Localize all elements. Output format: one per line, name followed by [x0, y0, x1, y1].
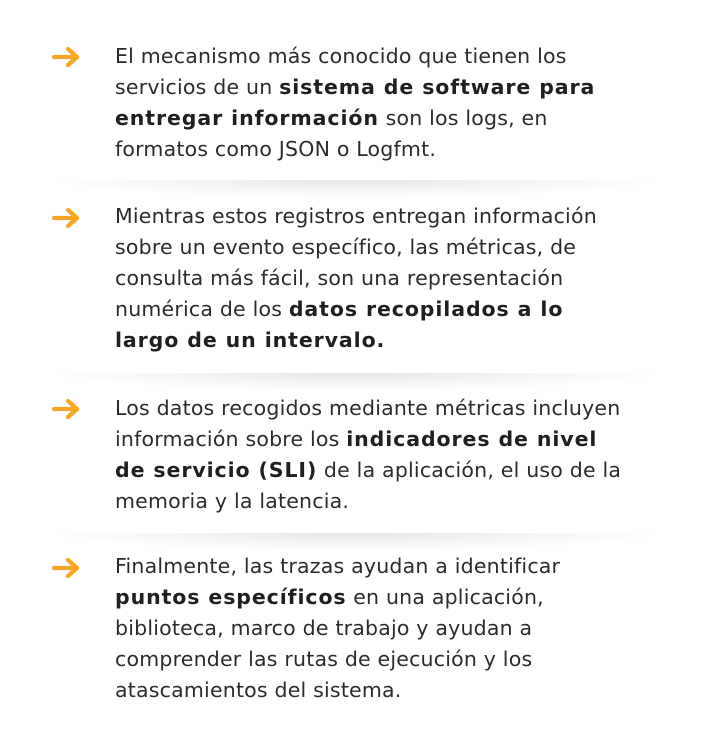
text-segment: comprender las rutas de ejecución y los [115, 647, 533, 671]
text-line [115, 325, 685, 356]
bold-text-segment: de servicio (SLI) [115, 458, 318, 482]
bold-text-segment: largo de un intervalo. [115, 328, 386, 352]
text-line [115, 486, 685, 517]
bullet-text-4 [115, 551, 685, 706]
text-segment: atascamientos del sistema. [115, 678, 402, 702]
arrow-right-icon [50, 44, 84, 70]
bold-text-segment: puntos específicos [115, 585, 347, 609]
text-segment: de la aplicación, el uso de la [317, 458, 622, 482]
text-line [115, 41, 685, 72]
text-line [115, 201, 685, 232]
bold-text-segment: datos recopilados a lo [288, 297, 564, 321]
bullet-text-1 [115, 41, 685, 165]
section-divider [45, 373, 665, 391]
text-segment: en una aplicación, [346, 585, 544, 609]
text-line [115, 232, 685, 263]
text-segment: información sobre los [115, 427, 347, 451]
text-segment: son los logs, en [378, 106, 548, 130]
text-line [115, 582, 685, 613]
text-line [115, 613, 685, 644]
section-divider [45, 533, 665, 551]
text-segment: Mientras estos registros entregan información [115, 204, 597, 228]
section-divider [45, 180, 665, 198]
bullet-text-2 [115, 201, 685, 356]
text-line [115, 644, 685, 675]
text-line [115, 551, 685, 582]
bold-text-segment: sistema de software para [279, 75, 596, 99]
text-line [115, 393, 685, 424]
text-segment: Los datos recogidos mediante métricas incluyen [115, 396, 621, 420]
arrow-right-icon [50, 555, 84, 581]
text-segment: memoria y la latencia. [115, 489, 350, 513]
text-line [115, 455, 685, 486]
text-line [115, 103, 685, 134]
text-line [115, 72, 685, 103]
bold-text-segment: entregar información [115, 106, 379, 130]
text-segment: biblioteca, marco de trabajo y ayudan a [115, 616, 533, 640]
arrow-right-icon [50, 396, 84, 422]
text-segment: sobre un evento específico, las métricas, de [115, 235, 577, 259]
text-segment: numérica de los [115, 297, 289, 321]
text-segment: consulta más fácil, son una representación [115, 266, 564, 290]
bold-text-segment: indicadores de nivel [346, 427, 598, 451]
text-line [115, 134, 685, 165]
text-line [115, 263, 685, 294]
arrow-right-icon [50, 205, 84, 231]
text-segment: Finalmente, las trazas ayudan a identificar [115, 554, 561, 578]
text-segment: formatos como JSON o Logfmt. [115, 137, 437, 161]
text-line [115, 294, 685, 325]
text-line [115, 675, 685, 706]
text-segment: El mecanismo más conocido que tienen los [115, 44, 567, 68]
text-line [115, 424, 685, 455]
bullet-text-3 [115, 393, 685, 517]
text-segment: servicios de un [115, 75, 280, 99]
